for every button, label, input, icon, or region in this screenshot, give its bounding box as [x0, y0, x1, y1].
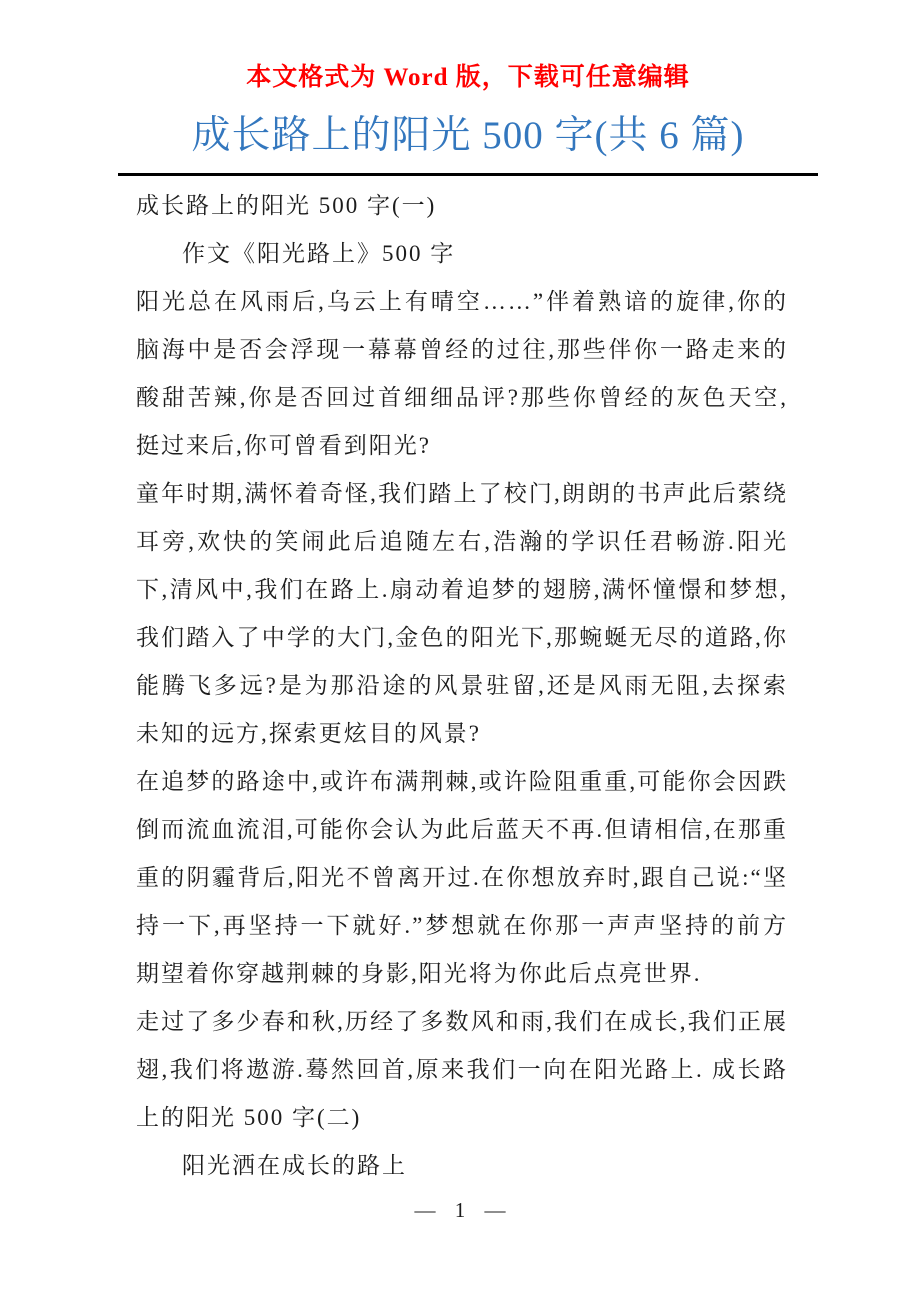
paragraph-section1-heading: 成长路上的阳光 500 字(一)	[136, 193, 437, 218]
format-notice: 本文格式为 Word 版，下载可任意编辑	[246, 64, 690, 91]
document-header	[118, 62, 818, 176]
paragraph-body-3: 在追梦的路途中,或许布满荆棘,或许险阻重重,可能你会因跌倒而流血流泪,可能你会认为此后蓝天不再.但请相信,在那重重的阴霾背后,阳光不曾离开过.在你想放弃时,跟自己说:“坚持一下,再坚持一下就好.”梦想就在你那一声声坚持的前方期望着你穿越荆棘的身影,阳光将为你此后点亮世界.	[136, 769, 788, 986]
title-divider	[118, 173, 818, 176]
paragraph-section2-opening: 阳光洒在成长的路上	[182, 1153, 407, 1178]
document-title: 成长路上的阳光 500 字(共 6 篇)	[191, 114, 745, 157]
paragraph-subtitle: 作文《阳光路上》500 字	[182, 241, 456, 266]
page-footer	[0, 1196, 920, 1224]
paragraph-body-1: 阳光总在风雨后,乌云上有晴空……”伴着熟谙的旋律,你的脑海中是否会浮现一幕幕曾经的过往,那些伴你一路走来的酸甜苦辣,你是否回过首细细品评?那些你曾经的灰色天空,挺过来后,你可曾看到阳光?	[136, 289, 788, 458]
page-number: — 1 —	[414, 1198, 506, 1222]
paragraph-body-2: 童年时期,满怀着奇怪,我们踏上了校门,朗朗的书声此后萦绕耳旁,欢快的笑闹此后追随左右,浩瀚的学识任君畅游.阳光下,清风中,我们在路上.扇动着追梦的翅膀,满怀憧憬和梦想,我们踏入了中学的大门,金色的阳光下,那蜿蜒无尽的道路,你能腾飞多远?是为那沿途的风景驻留,还是风雨无阻,去探索未知的远方,探索更炫目的风景?	[136, 481, 788, 746]
document-body	[136, 182, 788, 1190]
paragraph-body-4: 走过了多少春和秋,历经了多数风和雨,我们在成长,我们正展翅,我们将遨游.蓦然回首,原来我们一向在阳光路上. 成长路上的阳光 500 字(二)	[136, 1009, 788, 1130]
